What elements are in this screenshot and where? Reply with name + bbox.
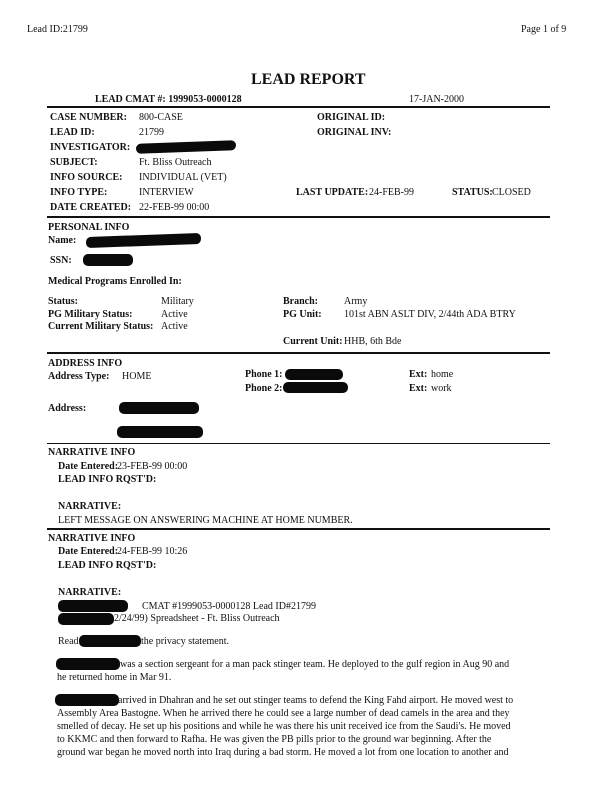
date-created-label: DATE CREATED: <box>50 202 132 213</box>
narrative-paragraph-2-line-3: smelled of decay. He set up his positions and while he was there his unit received ice from the Saudi's. He moved <box>57 721 511 732</box>
lead-info-rqstd-label: LEAD INFO RQST'D: <box>58 474 157 485</box>
redaction-address-line1 <box>119 402 199 414</box>
ext1-label: Ext: <box>409 369 428 380</box>
name-label: Name: <box>48 235 77 246</box>
last-update-label: LAST UPDATE: <box>296 187 369 198</box>
address-label: Address: <box>48 403 87 414</box>
case-number-label: CASE NUMBER: <box>50 112 127 123</box>
date-created-value: 22-FEB-99 00:00 <box>139 202 210 213</box>
lead-id-label: LEAD ID: <box>50 127 95 138</box>
divider <box>47 106 550 108</box>
original-inv-label: ORIGINAL INV: <box>317 127 392 138</box>
narrative-paragraph-1-line-1: was a section sergeant for a man pack stinger team. He deployed to the gulf region in Aug 90 and <box>120 659 510 670</box>
redaction-phone1 <box>285 369 343 380</box>
divider <box>47 352 550 354</box>
current-military-status-value: Active <box>161 321 188 332</box>
pg-military-status-value: Active <box>161 309 188 320</box>
lead-cmat: LEAD CMAT #: 1999053-0000128 <box>95 94 242 105</box>
last-update-value: 24-FEB-99 <box>369 187 414 198</box>
subject-value: Ft. Bliss Outreach <box>139 157 212 168</box>
divider <box>47 443 550 444</box>
medical-programs-label: Medical Programs Enrolled In: <box>48 276 182 287</box>
address-type-value: HOME <box>122 371 152 382</box>
privacy-statement-text: the privacy statement. <box>141 636 230 647</box>
narrative-paragraph-2-line-5: ground war began he moved north into Iraq during a bad storm. He moved a lot from one location to another and <box>57 747 509 758</box>
case-number-value: 800-CASE <box>139 112 183 123</box>
branch-label: Branch: <box>283 296 318 307</box>
narrative-paragraph-2-line-2: Assembly Area Bastogne. When he arrived there he could see a large number of dead camels in the area and they <box>57 708 510 719</box>
spreadsheet-line: 2/24/99) Spreadsheet - Ft. Bliss Outreach <box>114 613 280 624</box>
investigator-label: INVESTIGATOR: <box>50 142 131 153</box>
phone2-label: Phone 2: <box>245 383 283 394</box>
phone1-label: Phone 1: <box>245 369 283 380</box>
date-entered-label: Date Entered: <box>58 546 119 557</box>
redaction-narrative-3 <box>79 635 141 647</box>
narrative-paragraph-2-line-1: arrived in Dhahran and he set out stinger teams to defend the King Fahd airport. He moved west to <box>118 695 514 706</box>
pg-military-status-label: PG Military Status: <box>48 309 133 320</box>
narrative-paragraph-1-line-2: he returned home in Mar 91. <box>57 672 172 683</box>
date-entered-value: 23-FEB-99 00:00 <box>117 461 188 472</box>
ext2-value: work <box>431 383 452 394</box>
info-source-value: INDIVIDUAL (VET) <box>139 172 227 183</box>
read-word: Read <box>58 636 79 647</box>
header-page-number: Page 1 of 9 <box>521 24 567 35</box>
branch-value: Army <box>344 296 368 307</box>
redaction-narrative-4 <box>56 658 120 670</box>
redaction-narrative-2 <box>58 613 114 625</box>
header-lead-id: Lead ID:21799 <box>27 24 88 35</box>
report-title: LEAD REPORT <box>251 71 366 88</box>
redaction-narrative-1 <box>58 600 128 612</box>
subject-label: SUBJECT: <box>50 157 98 168</box>
narrative-label: NARRATIVE: <box>58 501 122 512</box>
status-value: CLOSED <box>492 187 531 198</box>
personal-info-heading: PERSONAL INFO <box>48 222 130 233</box>
address-info-heading: ADDRESS INFO <box>48 358 123 369</box>
status-label: STATUS: <box>452 187 493 198</box>
cmat-reference-line: CMAT #1999053-0000128 Lead ID#21799 <box>142 601 316 612</box>
lead-info-rqstd-label: LEAD INFO RQST'D: <box>58 560 157 571</box>
ext1-value: home <box>431 369 454 380</box>
narrative-info-heading: NARRATIVE INFO <box>48 533 136 544</box>
current-military-status-label: Current Military Status: <box>48 321 154 332</box>
redaction-phone2 <box>283 382 348 393</box>
date-entered-label: Date Entered: <box>58 461 119 472</box>
divider <box>47 528 550 530</box>
status-military-label: Status: <box>48 296 79 307</box>
ext2-label: Ext: <box>409 383 428 394</box>
redaction-name <box>86 233 201 248</box>
current-unit-value: HHB, 6th Bde <box>344 336 402 347</box>
narrative-label: NARRATIVE: <box>58 587 122 598</box>
info-type-label: INFO TYPE: <box>50 187 108 198</box>
pg-unit-value: 101st ABN ASLT DIV, 2/44th ADA BTRY <box>344 309 516 320</box>
narrative-paragraph-2-line-4: to KKMC and then forward to Rafha. He was given the PB pills prior to the ground war beginning. After the <box>57 734 492 745</box>
narrative-text: LEFT MESSAGE ON ANSWERING MACHINE AT HOME NUMBER. <box>58 515 353 526</box>
redaction-address-line2 <box>117 426 203 438</box>
redaction-investigator <box>136 140 236 153</box>
divider <box>47 216 550 218</box>
report-date: 17-JAN-2000 <box>409 94 464 105</box>
ssn-label: SSN: <box>50 255 72 266</box>
narrative-info-heading: NARRATIVE INFO <box>48 447 136 458</box>
date-entered-value: 24-FEB-99 10:26 <box>117 546 188 557</box>
pg-unit-label: PG Unit: <box>283 309 322 320</box>
status-military-value: Military <box>161 296 194 307</box>
info-source-label: INFO SOURCE: <box>50 172 123 183</box>
info-type-value: INTERVIEW <box>139 187 194 198</box>
address-type-label: Address Type: <box>48 371 110 382</box>
redaction-ssn <box>83 254 133 266</box>
original-id-label: ORIGINAL ID: <box>317 112 386 123</box>
current-unit-label: Current Unit: <box>283 336 343 347</box>
lead-id-value: 21799 <box>139 127 164 138</box>
redaction-narrative-5 <box>55 694 119 706</box>
